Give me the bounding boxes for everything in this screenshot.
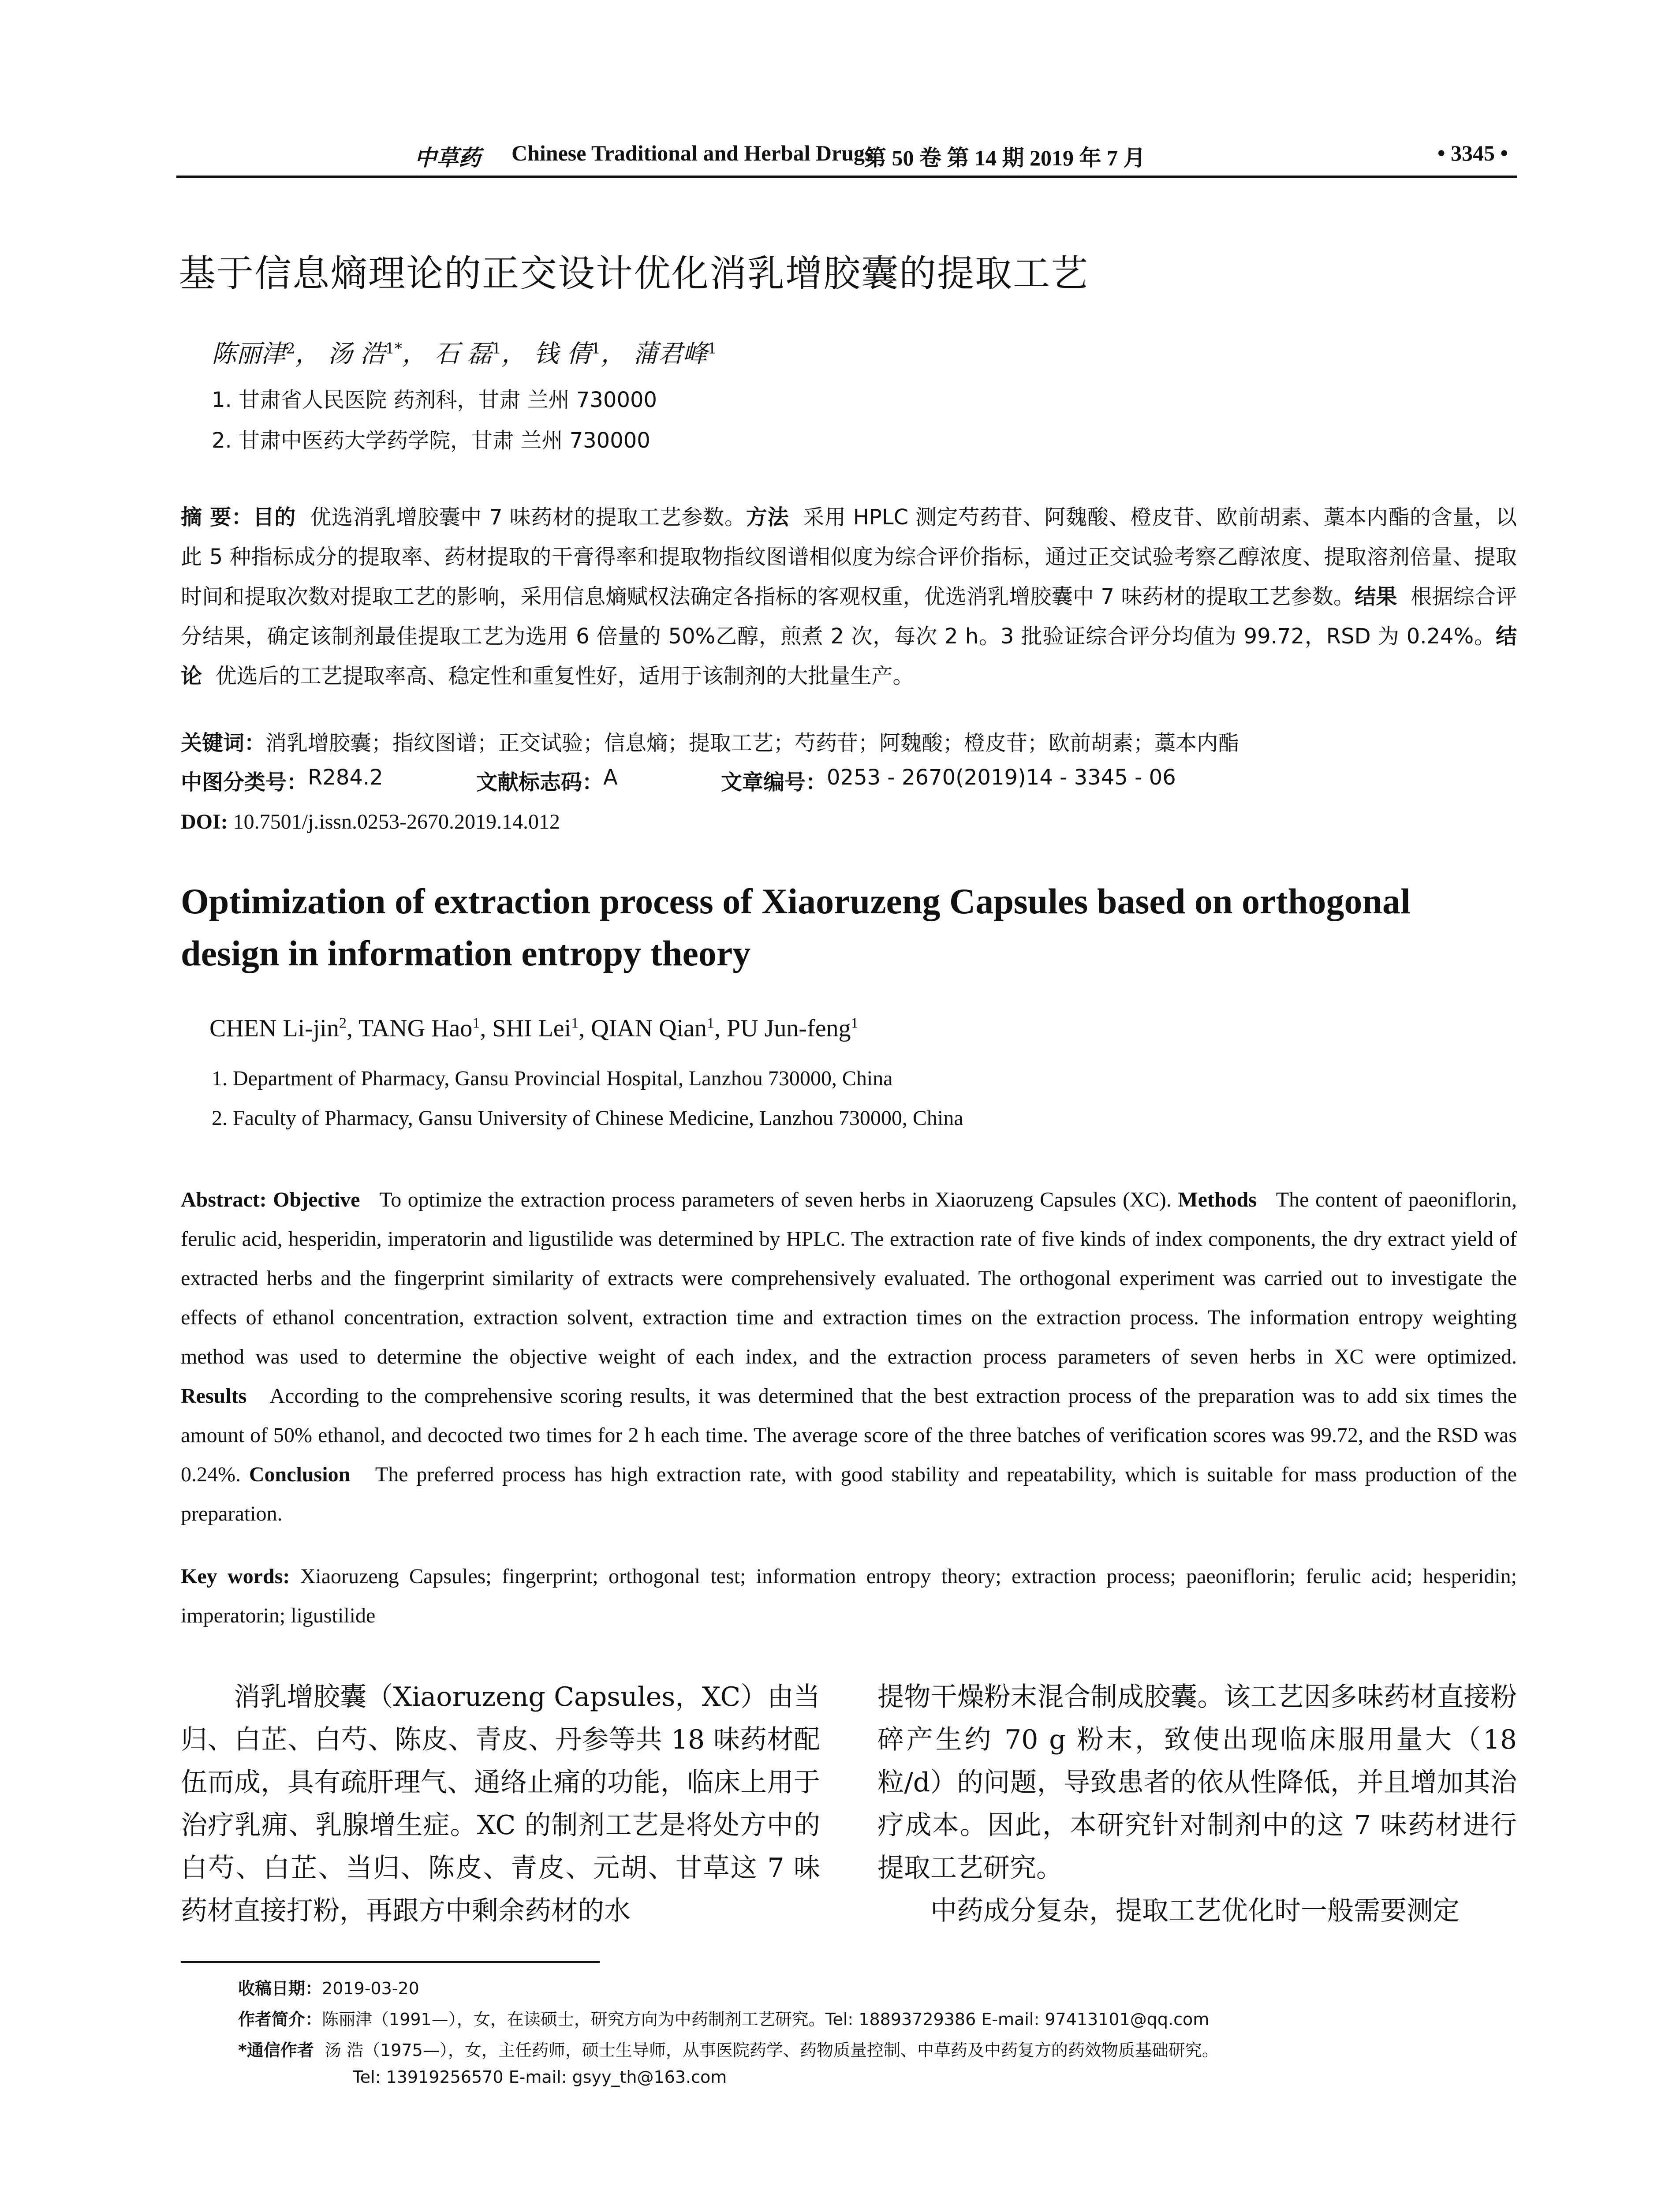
doi-line bbox=[181, 810, 560, 834]
corresponding-label: *通信作者 bbox=[238, 2041, 314, 2060]
author-name: 陈丽津 bbox=[212, 340, 286, 368]
footnote-rule bbox=[181, 1961, 600, 1963]
bio-label: 作者简介： bbox=[238, 2010, 322, 2029]
author-affil-mark: 1 bbox=[571, 1015, 579, 1031]
author-separator: , bbox=[579, 1015, 591, 1042]
author-name: PU Jun-feng bbox=[727, 1015, 851, 1042]
author-affil-mark: 1 bbox=[492, 340, 502, 358]
body-paragraph: 消乳增胶囊（Xiaoruzeng Capsules，XC）由当归、白芷、白芍、陈皮、青皮、丹参等共 18 味药材配伍而成，具有疏肝理气、通络止痛的功能，临床上用于治疗乳痈、乳腺增生症。XC 的制剂工艺是将处方中的白芍、白芷、当归、陈皮、青皮、元胡、甘草这 7 味药材直接打粉，再跟方中剩余药材的水 bbox=[181, 1682, 820, 1926]
author-affil-mark: 1* bbox=[385, 340, 402, 358]
affiliation-en-1: 1. Department of Pharmacy, Gansu Provincial Hospital, Lanzhou 730000, China bbox=[212, 1067, 893, 1090]
methods-en-label: Methods bbox=[1178, 1188, 1257, 1211]
abstract-cn bbox=[181, 497, 1517, 696]
footnote-corresponding-contact: Tel: 13919256570 E-mail: gsyy_th@163.com bbox=[353, 2067, 727, 2087]
page-number: • 3345 • bbox=[1437, 141, 1508, 165]
journal-name-en: Chinese Traditional and Herbal Drugs bbox=[511, 141, 874, 165]
running-header bbox=[176, 140, 1517, 176]
author-affil-mark: 1 bbox=[591, 340, 601, 358]
doc-code-value: A bbox=[603, 765, 618, 790]
methods-cn-label: 方法 bbox=[746, 505, 789, 530]
author-name: 蒲君峰 bbox=[633, 340, 708, 368]
methods-cn-text: 采用 HPLC 测定芍药苷、阿魏酸、橙皮苷、欧前胡素、藁本内酯的含量，以此 5 种指标成分的提取率、药材提取的干膏得率和提取物指纹图谱相似度为综合评价指标，通过正交试验考察乙醇浓度、提取溶剂倍量、提取时间和提取次数对提取工艺的影响，采用信息熵赋权法确定各指标的客观权重，优选消乳增胶囊中 7 味药材的提取工艺参数。 bbox=[181, 505, 1517, 609]
doi-label: DOI: bbox=[181, 810, 228, 833]
author-affil-mark: 2 bbox=[286, 340, 295, 358]
doi-value[interactable]: 10.7501/j.issn.0253-2670.2019.14.012 bbox=[233, 810, 560, 833]
body-column-right bbox=[877, 1676, 1517, 1932]
objective-en-text: To optimize the extraction process parameters of seven herbs in Xiaoruzeng Capsules (XC). bbox=[379, 1188, 1172, 1211]
conclusion-cn-label: 结论 bbox=[181, 624, 1517, 688]
author-affil-mark: 2 bbox=[339, 1015, 347, 1031]
affiliation-cn-1: 1. 甘肃省人民医院 药剂科，甘肃 兰州 730000 bbox=[212, 388, 657, 412]
keywords-cn-label: 关键词： bbox=[181, 731, 266, 755]
author-separator: ， bbox=[402, 340, 427, 368]
title-cn: 基于信息熵理论的正交设计优化消乳增胶囊的提取工艺 bbox=[179, 252, 1089, 295]
doc-code-label: 文献标志码： bbox=[476, 770, 604, 795]
abstract-en-label: Abstract: Objective bbox=[181, 1188, 360, 1211]
footnote-corresponding bbox=[238, 2037, 1219, 2061]
abstract-cn-label: 摘 要： bbox=[181, 505, 253, 530]
results-cn-text: 根据综合评分结果，确定该制剂最佳提取工艺为选用 6 倍量的 50%乙醇，煎煮 2 次，每次 2 h。3 批验证综合评分均值为 99.72，RSD 为 0.24%。 bbox=[181, 584, 1517, 649]
author-separator: , bbox=[346, 1015, 358, 1042]
objective-cn-label: 目的 bbox=[253, 505, 296, 530]
author-name: 钱 倩 bbox=[534, 340, 591, 368]
author-name: 石 磊 bbox=[434, 340, 492, 368]
affiliation-cn-2: 2. 甘肃中医药大学药学院，甘肃 兰州 730000 bbox=[212, 428, 650, 453]
received-date: 2019-03-20 bbox=[322, 1979, 419, 1998]
header-rule bbox=[176, 176, 1517, 178]
bio-text: 陈丽津（1991—），女，在读硕士，研究方向为中药制剂工艺研究。Tel: 18893729386 E-mail: 97413101@qq.com bbox=[322, 2010, 1210, 2029]
author-separator: ， bbox=[295, 340, 320, 368]
objective-cn-text: 优选消乳增胶囊中 7 味药材的提取工艺参数。 bbox=[310, 505, 746, 530]
keywords-en-label: Key words: bbox=[181, 1565, 290, 1588]
abstract-en bbox=[181, 1180, 1517, 1533]
authors-en bbox=[209, 1014, 859, 1043]
clc-value: R284.2 bbox=[308, 765, 383, 790]
author-name: QIAN Qian bbox=[591, 1015, 707, 1042]
keywords-cn bbox=[181, 725, 1517, 761]
corresponding-text: 汤 浩（1975—），女，主任药师，硕士生导师，从事医院药学、药物质量控制、中草药及中药复方的药效物质基础研究。 bbox=[325, 2041, 1219, 2060]
journal-name-cn: 中草药 bbox=[414, 146, 481, 170]
article-no-value: 0253 - 2670(2019)14 - 3345 - 06 bbox=[827, 765, 1176, 790]
author-affil-mark: 1 bbox=[472, 1015, 480, 1031]
author-affil-mark: 1 bbox=[707, 1015, 715, 1031]
author-name: 汤 浩 bbox=[328, 340, 385, 368]
author-name: CHEN Li-jin bbox=[209, 1015, 339, 1042]
conclusion-en-text: The preferred process has high extraction rate, with good stability and repeatability, which is suitable for mass production of the preparation. bbox=[181, 1463, 1517, 1525]
article-no-label: 文章编号： bbox=[721, 770, 827, 795]
conclusion-cn-text: 优选后的工艺提取率高、稳定性和重复性好，适用于该制剂的大批量生产。 bbox=[215, 664, 914, 688]
author-separator: , bbox=[714, 1015, 727, 1042]
keywords-en bbox=[181, 1557, 1517, 1635]
body-paragraph: 中药成分复杂，提取工艺优化时一般需要测定 bbox=[930, 1895, 1460, 1926]
results-en-text: According to the comprehensive scoring results, it was determined that the best extraction process of the preparation was to add six times the amount of 50% ethanol, and decocted two times for 2 h each time. The average score of the three batches of verification scores was 99.72, and the RSD was 0.24%. bbox=[181, 1384, 1517, 1486]
results-cn-label: 结果 bbox=[1355, 584, 1397, 609]
author-name: TANG Hao bbox=[358, 1015, 473, 1042]
author-separator: ， bbox=[501, 340, 526, 368]
author-affil-mark: 1 bbox=[851, 1015, 859, 1031]
keywords-cn-text: 消乳增胶囊；指纹图谱；正交试验；信息熵；提取工艺；芍药苷；阿魏酸；橙皮苷；欧前胡素；藁本内酯 bbox=[265, 731, 1239, 755]
author-name: SHI Lei bbox=[492, 1015, 571, 1042]
author-separator: ， bbox=[601, 340, 626, 368]
clc-label: 中图分类号： bbox=[181, 770, 308, 795]
footnote-received bbox=[238, 1975, 419, 1999]
body-column-left bbox=[181, 1676, 820, 1932]
results-en-label: Results bbox=[181, 1384, 247, 1408]
methods-en-text: The content of paeoniflorin, ferulic acid, hesperidin, imperatorin and ligustilide was determined by HPLC. The extraction rate of five kinds of index components, the dry extract yield of extracted herbs and the fingerprint similarity of extracts were comprehensively evaluated. The orthogonal experiment was carried out to investigate the effects of ethanol concentration, extraction solvent, extraction time and extraction times on the extraction process. The information entropy weighting method was used to determine the objective weight of each index, and the extraction process parameters of seven herbs in XC were optimized. bbox=[181, 1188, 1517, 1368]
body-paragraph: 提物干燥粉末混合制成胶囊。该工艺因多味药材直接粉碎产生约 70 g 粉末，致使出现临床服用量大（18 粒/d）的问题，导致患者的依从性降低，并且增加其治疗成本。因此，本研究针对制剂中的这 7 味药材进行提取工艺研究。 bbox=[877, 1682, 1517, 1884]
footnote-author-bio bbox=[238, 2006, 1209, 2030]
keywords-en-text: Xiaoruzeng Capsules; fingerprint; orthogonal test; information entropy theory; extraction process; paeoniflorin; ferulic acid; hesperidin; imperatorin; ligustilide bbox=[181, 1565, 1517, 1627]
issue-info: 第 50 卷 第 14 期 2019 年 7 月 bbox=[864, 146, 1146, 170]
author-affil-mark: 1 bbox=[707, 340, 717, 358]
received-label: 收稿日期： bbox=[238, 1979, 322, 1998]
title-en: Optimization of extraction process of Xiaoruzeng Capsules based on orthogonal design in information entropy theory bbox=[181, 881, 1411, 973]
author-separator: , bbox=[480, 1015, 493, 1042]
affiliation-en-2: 2. Faculty of Pharmacy, Gansu University of Chinese Medicine, Lanzhou 730000, China bbox=[212, 1106, 963, 1130]
authors-cn bbox=[212, 334, 717, 370]
conclusion-en-label: Conclusion bbox=[249, 1463, 351, 1486]
